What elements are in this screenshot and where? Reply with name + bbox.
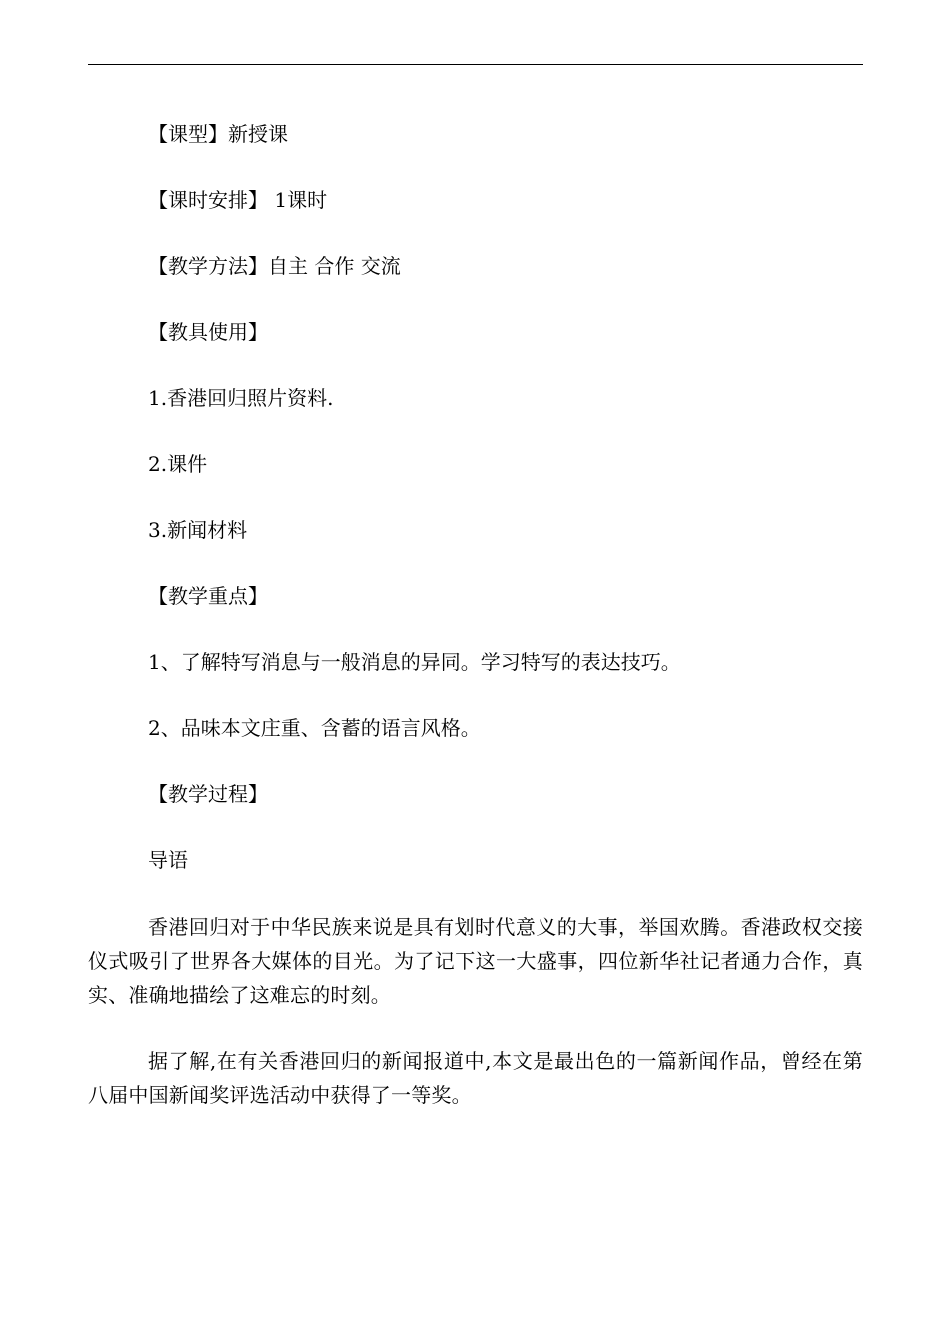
teaching-process-heading: 【教学过程】: [148, 782, 268, 806]
lesson-type: 【课型】新授课: [148, 122, 288, 146]
award-paragraph: 据了解,在有关香港回归的新闻报道中,本文是最出色的一篇新闻作品，曾经在第八届中国新闻奖评选活动中获得了一等奖。: [88, 1049, 863, 1107]
header-rule: [88, 64, 863, 65]
lesson-schedule: 【课时安排】 1课时: [148, 188, 328, 212]
teaching-aid-item: 3.新闻材料: [148, 518, 248, 542]
document-body: [88, 118, 863, 1144]
key-points-heading: 【教学重点】: [148, 584, 268, 608]
key-point-item: 1、了解特写消息与一般消息的异同。学习特写的表达技巧。: [148, 650, 681, 674]
introduction-heading: 导语: [148, 848, 188, 872]
teaching-method: 【教学方法】自主 合作 交流: [148, 254, 401, 278]
teaching-aids-heading: 【教具使用】: [148, 320, 268, 344]
intro-paragraph: 香港回归对于中华民族来说是具有划时代意义的大事，举国欢腾。香港政权交接仪式吸引了世界各大媒体的目光。为了记下这一大盛事，四位新华社记者通力合作，真实、准确地描绘了这难忘的时刻。: [88, 915, 863, 1007]
teaching-aid-item: 1.香港回归照片资料.: [148, 386, 334, 410]
teaching-aid-item: 2.课件: [148, 452, 208, 476]
key-point-item: 2、品味本文庄重、含蓄的语言风格。: [148, 716, 481, 740]
